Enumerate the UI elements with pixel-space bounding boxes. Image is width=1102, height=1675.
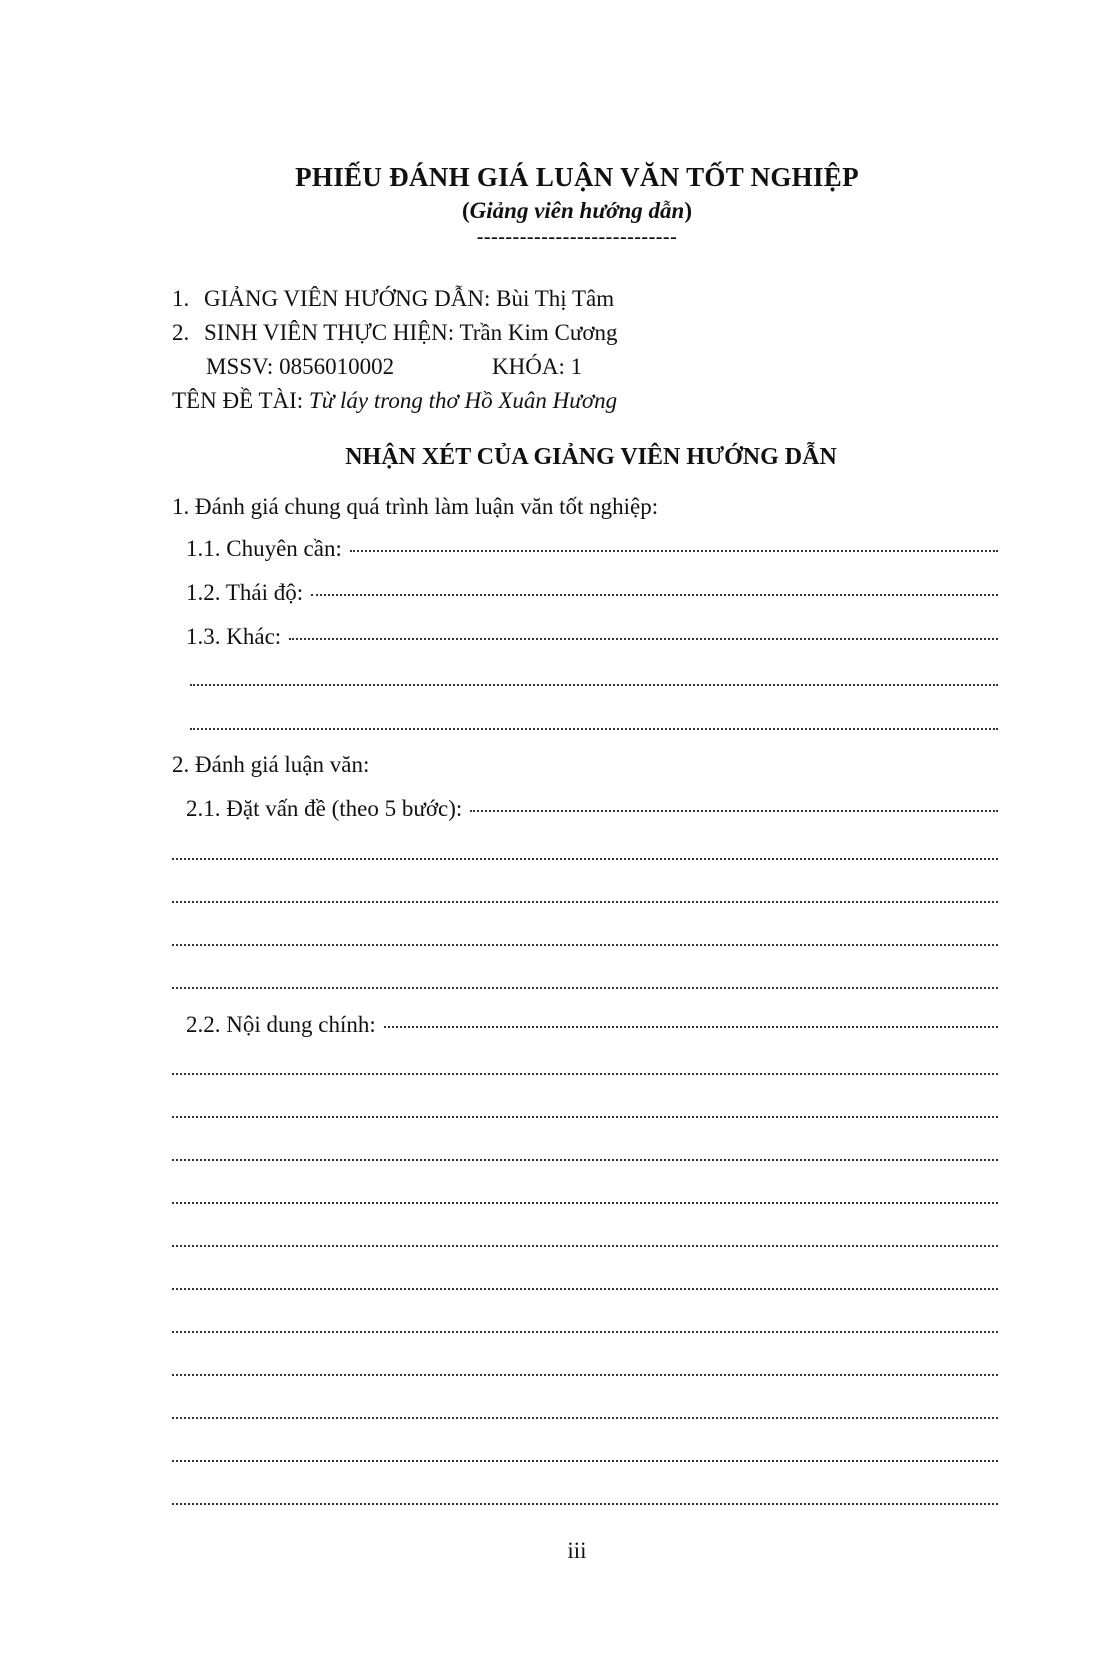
problem-line-4[interactable] [172, 987, 998, 989]
other-extra-line-2[interactable] [190, 728, 998, 730]
student-label: SINH VIÊN THỰC HIỆN: [204, 320, 455, 345]
content-line-11[interactable] [172, 1503, 998, 1505]
khoa-label: KHÓA: [492, 354, 565, 379]
content-fill-line[interactable] [384, 1026, 998, 1028]
diligence-fill-line[interactable] [350, 550, 998, 552]
part1-item-attitude [186, 580, 998, 606]
content-line-10[interactable] [172, 1460, 998, 1462]
topic-value: Từ láy trong thơ Hồ Xuân Hương [308, 388, 618, 413]
khoa-value: 1 [570, 354, 583, 379]
page-number: iii [567, 1538, 587, 1563]
content-line-6[interactable] [172, 1288, 998, 1290]
page-subtitle: (Giảng viên hướng dẫn) [462, 198, 692, 223]
advisor-number: 1. [172, 286, 190, 311]
content-line-8[interactable] [172, 1374, 998, 1376]
content-line-9[interactable] [172, 1417, 998, 1419]
advisor-label: GIẢNG VIÊN HƯỚNG DẪN: [204, 286, 491, 311]
content-line-1[interactable] [172, 1073, 998, 1075]
other-extra-line-1[interactable] [190, 684, 998, 686]
attitude-fill-line[interactable] [311, 594, 998, 596]
attitude-label: 1.2. Thái độ: [186, 580, 304, 605]
content-label: 2.2. Nội dung chính: [186, 1012, 376, 1037]
content-line-3[interactable] [172, 1159, 998, 1161]
khoa-line [492, 354, 582, 380]
problem-line-1[interactable] [172, 858, 998, 860]
diligence-label: 1.1. Chuyên cần: [186, 536, 342, 561]
advisor-name: Bùi Thị Tâm [496, 286, 615, 311]
mssv-label: MSSV: [206, 354, 274, 379]
part2-item-content [186, 1012, 998, 1038]
section-title: NHẬN XÉT CỦA GIẢNG VIÊN HƯỚNG DẪN [345, 444, 837, 470]
part1-item-diligence [186, 536, 998, 562]
student-name: Trần Kim Cương [459, 320, 618, 345]
student-line [172, 320, 618, 346]
part1-heading: 1. Đánh giá chung quá trình làm luận văn tốt nghiệp: [172, 494, 659, 519]
content-line-4[interactable] [172, 1202, 998, 1204]
content-line-2[interactable] [172, 1116, 998, 1118]
problem-fill-line[interactable] [470, 810, 998, 812]
advisor-line [172, 286, 614, 312]
part2-heading: 2. Đánh giá luận văn: [172, 752, 370, 777]
content-line-5[interactable] [172, 1245, 998, 1247]
student-number: 2. [172, 320, 190, 345]
topic-line [172, 388, 617, 414]
page-title: PHIẾU ĐÁNH GIÁ LUẬN VĂN TỐT NGHIỆP [295, 162, 859, 192]
content-line-7[interactable] [172, 1331, 998, 1333]
problem-label: 2.1. Đặt vấn đề (theo 5 bước): [186, 796, 463, 821]
other-label: 1.3. Khác: [186, 624, 282, 649]
title-divider: ---------------------------- [476, 226, 678, 248]
problem-line-2[interactable] [172, 901, 998, 903]
part2-item-problem [186, 796, 998, 822]
subtitle-text: Giảng viên hướng dẫn [469, 198, 685, 223]
other-fill-line[interactable] [289, 638, 998, 640]
problem-line-3[interactable] [172, 944, 998, 946]
topic-label: TÊN ĐỀ TÀI: [172, 388, 304, 413]
mssv-line [206, 354, 394, 380]
part1-item-other [186, 624, 998, 650]
mssv-value: 0856010002 [279, 354, 395, 379]
